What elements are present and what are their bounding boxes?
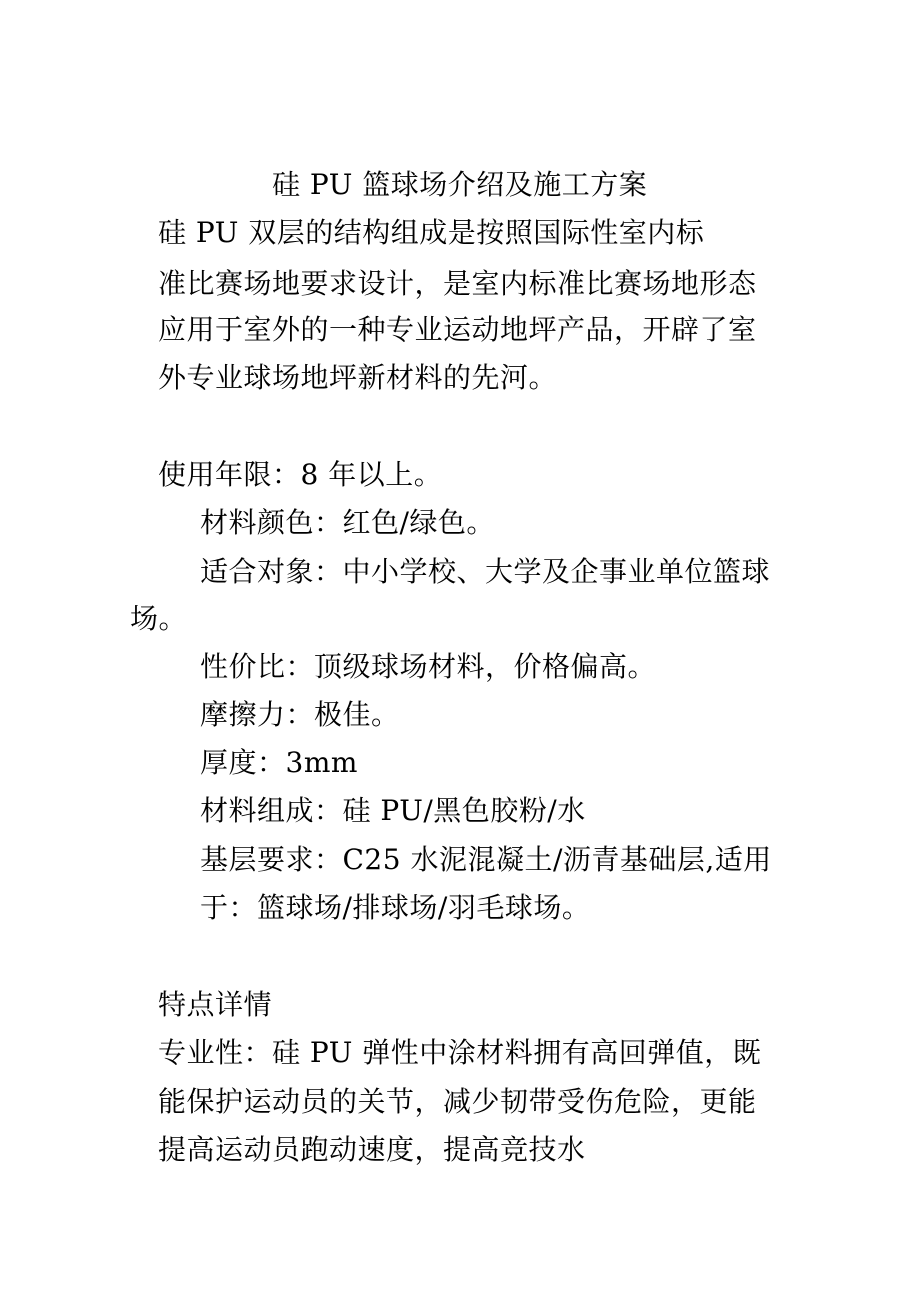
features-line-1: 专业性：硅 PU 弹性中涂材料拥有高回弹值，既 (158, 1036, 762, 1069)
intro-line-1: 硅 PU 双层的结构组成是按照国际性室内标 (158, 216, 705, 249)
spec-cost-performance: 性价比：顶级球场材料，价格偏高。 (200, 650, 657, 683)
spec-base-line-2: 于：篮球场/排球场/羽毛球场。 (200, 891, 591, 924)
spec-color: 材料颜色：红色/绿色。 (200, 506, 495, 539)
spec-target-line-1: 适合对象：中小学校、大学及企事业单位篮球 (200, 555, 771, 588)
document-title: 硅 PU 篮球场介绍及施工方案 (272, 168, 648, 201)
intro-line-3: 应用于室外的一种专业运动地坪产品，开辟了室 (158, 313, 757, 346)
spec-composition: 材料组成：硅 PU/黑色胶粉/水 (200, 794, 586, 827)
intro-line-4: 外专业球场地坪新材料的先河。 (158, 361, 558, 394)
spec-thickness: 厚度：3mm (200, 746, 358, 779)
features-line-3: 提高运动员跑动速度，提高竞技水 (158, 1133, 586, 1166)
spec-friction: 摩擦力：极佳。 (200, 698, 400, 731)
features-heading: 特点详情 (158, 988, 273, 1021)
intro-line-2: 准比赛场地要求设计，是室内标准比赛场地形态 (158, 267, 757, 300)
features-line-2: 能保护运动员的关节，减少韧带受伤危险，更能 (158, 1085, 757, 1118)
spec-base-line-1: 基层要求：C25 水泥混凝土/沥青基础层,适用 (200, 843, 772, 876)
spec-target-line-2: 场。 (130, 602, 188, 635)
spec-service-life: 使用年限：8 年以上。 (158, 458, 443, 491)
